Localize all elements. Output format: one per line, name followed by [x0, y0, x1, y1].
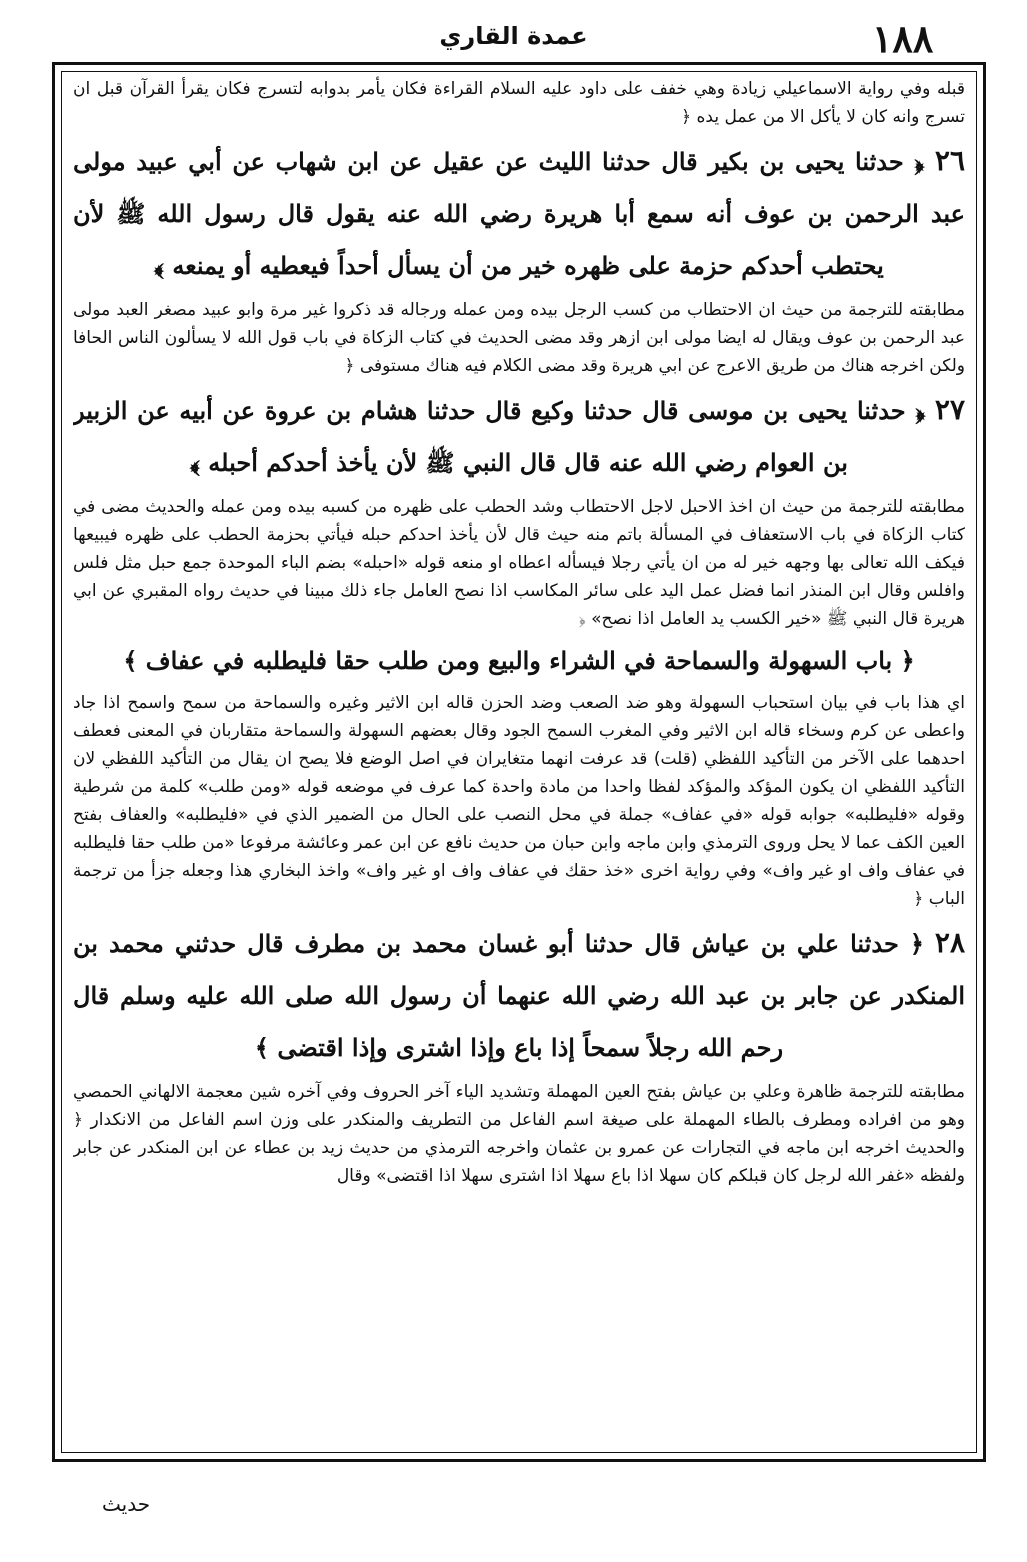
hadith-number-26: ٢٦ — [934, 144, 965, 177]
hadith-26-text: ﴿ حدثنا يحيى بن بكير قال حدثنا الليث عن عقيل عن ابن شهاب عن أبي عبيد مولى عبد الرحمن بن عوف أنه سمع أبا هريرة رضي الله عنه يقول قال رسول الله ﷺ لأن يحتطب أحدكم حزمة على ظهره خير من أن يسأل أحداً فيعطيه أو يمنعه ﴾ — [73, 147, 965, 280]
catchword: حديث — [102, 1492, 151, 1516]
commentary-paragraph-5: مطابقته للترجمة ظاهرة وعلي بن عياش بفتح العين المهملة وتشديد الياء آخر الحروف وفي آخره شين معجمة الالهاني الحمصي وهو من افراده ومطرف بالطاء المهملة على صيغة اسم الفاعل من التطريف والمنكدر على وزن اسم الفاعل من الانكدار ﴿ والحديث اخرجه ابن ماجه في التجارات عن عمرو بن عثمان واخرجه الترمذي من حديث زيد بن عطاء عن ابن المنكدر عن جابر ولفظه «غفر الله لرجل كان قبلكم كان سهلا اذا باع سهلا اذا اشترى سهلا اذا اقتضى» وقال — [73, 1082, 965, 1186]
hadith-28 — [73, 917, 965, 1074]
page-number: ١٨٨ — [872, 16, 934, 61]
commentary-paragraph-4: اي هذا باب في بيان استحباب السهولة وهو ضد الصعب وضد الحزن قاله ابن الاثير وغيره والسماحة من سمح واسمح اذا جاد واعطى عن كرم وسخاء قاله ابن الاثير وفي المغرب السمح الجود وقال بعضهم السهولة والسماحة متقاربان في المعنى فعطف احدهما على الآخر من التأكيد اللفظي (قلت) قد عرفت انهما متغايران في اصل الوضع فلا يصح ان يقال من التأكيد اللفظي لان التأكيد اللفظي ان يكون المؤكد والمؤكد لفظا واحدا من مادة واحدة كما عرف في موضعه قوله «ومن طلب» كلمة من شرطية وقوله «فليطلبه» جوابه قوله «في عفاف» جملة في محل النصب على الحال من الضمير الذي في «فليطلبه» والعفاف بفتح العين الكف عما لا يحل وروى الترمذي وابن ماجه وابن حبان من حديث نافع عن ابن عمر وعائشة مرفوعا «من طلب حقا فليطلبه في عفاف واف او غير واف» وفي رواية اخرى «خذ حقك في عفاف واف او غير واف» واخذ البخاري هذا وجعله جزأ من ترجمة الباب ﴿ — [73, 693, 965, 909]
commentary-paragraph-3: مطابقته للترجمة من حيث ان اخذ الاحبل لاجل الاحتطاب وشد الحطب على ظهره من كسبه بيده ومن عمله والحديث مضى في كتاب الزكاة في باب الاستعفاف في المسألة باتم منه حيث قال لأن يأخذ احدكم حبله فيأتي بحزمة الحطب على ظهره فيبيعها فيكف الله تعالى بها وجهه خير له من ان يأتي رجلا فيسأله اعطاه او منعه قوله «احبله» بضم الباء الموحدة جمع حبل مثل فلس وافلس وقال ابن المنذر انما فضل عمل اليد على سائر المكاسب اذا نصح العامل جاء ذلك مبينا في حديث رواه المقبري عن ابي هريرة قال النبي ﷺ «خير الكسب يد العامل اذا نصح» ﴿ — [73, 497, 965, 629]
hadith-number-28: ٢٨ — [934, 926, 965, 959]
hadith-28-text: ﴿ حدثنا علي بن عياش قال حدثنا أبو غسان محمد بن مطرف قال حدثني محمد بن المنكدر عن جابر بن عبد الله رضي الله عنهما أن رسول الله صلى الله عليه وسلم قال رحم الله رجلاً سمحاً إذا باع وإذا اشترى وإذا اقتضى ﴾ — [73, 929, 965, 1062]
running-title: عمدة القاري — [439, 22, 588, 50]
hadith-number-27: ٢٧ — [934, 393, 965, 426]
chapter-heading: ﴿ باب السهولة والسماحة في الشراء والبيع ومن طلب حقا فليطلبه في عفاف ﴾ — [123, 646, 915, 675]
text-frame — [52, 62, 986, 1462]
page-content — [73, 75, 965, 1449]
page-header — [40, 12, 987, 62]
hadith-26 — [73, 135, 965, 292]
hadith-27 — [73, 384, 965, 489]
commentary-paragraph-2: مطابقته للترجمة من حيث ان الاحتطاب من كسب الرجل بيده ومن عمله ورجاله قد ذكروا غير مرة وابو عبيد مصغر العبد مولى عبد الرحمن بن عوف ويقال له ايضا مولى ابن ازهر وقد مضى الحديث في كتاب الزكاة في باب قول الله لا يسألون الناس الحافا ولكن اخرجه هناك من طريق الاعرج عن ابي هريرة وقد مضى الكلام فيه هناك مستوفى ﴿ — [73, 300, 965, 376]
hadith-27-text: ﴿ حدثنا يحيى بن موسى قال حدثنا وكيع قال حدثنا هشام بن عروة عن أبيه عن الزبير بن العوام رضي الله عنه قال قال النبي ﷺ لأن يأخذ أحدكم أحبله ﴾ — [73, 396, 926, 477]
commentary-paragraph-1: قبله وفي رواية الاسماعيلي زيادة وهي خفف على داود عليه السلام القراءة فكان يأمر بدوابه لتسرج فكان يقرأ القرآن قبل ان تسرج وانه كان لا يأكل الا من عمل يده ﴿ — [73, 79, 965, 127]
